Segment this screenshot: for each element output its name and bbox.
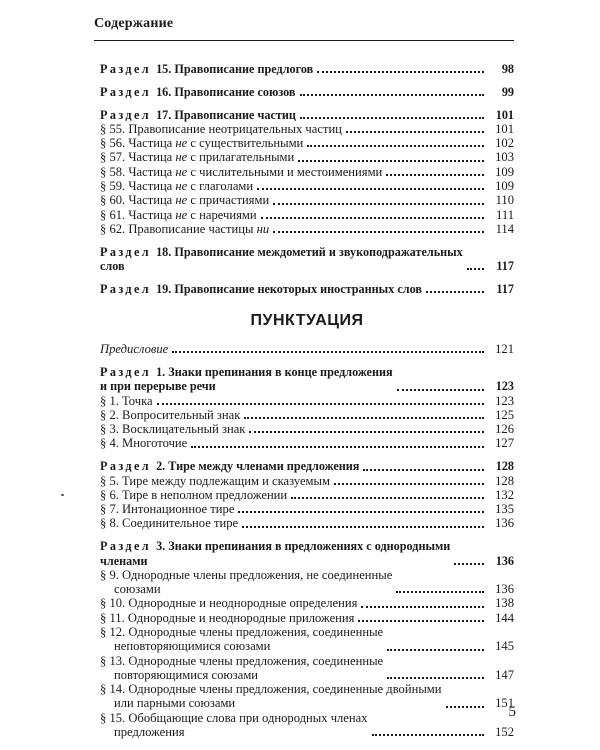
toc-section-entry [100,85,514,99]
entry-title [100,408,240,422]
entry-title [100,342,168,356]
entry-title-line: § 13. Однородные члены предложения, соединенные [100,653,384,668]
entry-title-line: 15. Правописание предлогов [156,62,314,76]
toc-subsection-entry [100,682,514,711]
entry-title-continuation: предложения [114,725,185,740]
section-label: Раздел [100,84,152,99]
entry-page-number: 151 [495,696,514,711]
entry-page-number: 117 [496,259,514,274]
toc-section-entry [100,539,514,568]
entry-page-number: 98 [501,62,514,76]
entry-page-number: 136 [495,582,514,597]
entry-title-line: § 14. Однородные члены предложения, соединенные двойными [100,682,442,697]
entry-page-number: 123 [495,393,514,408]
entry-title-continuation: членами [100,553,148,568]
entry-title [100,711,368,740]
toc-section-entry [100,245,514,274]
entry-page-number: 123 [495,379,514,394]
entry-title-text: § 60. Частица [100,193,176,208]
section-label: Раздел [100,244,152,259]
entry-title-line: 19. Правописание некоторых иностранных слов [156,281,422,296]
toc-section-entry [100,365,514,394]
entry-page-number: 110 [495,193,514,208]
toc-subsection-entry [100,179,514,193]
leader-dots [387,677,484,679]
toc-subsection-entry [100,193,514,207]
leader-dots [191,446,484,448]
entry-page-number: 152 [495,725,514,740]
toc-subsection-entry [100,165,514,179]
entry-page-number: 111 [496,207,514,222]
entry-title [100,179,253,193]
entry-title [100,568,392,597]
toc-spelling-section [100,62,514,296]
entry-title-text: с прилагательными [187,150,295,165]
toc-subsection-entry [100,122,514,136]
entry-title-text: § 58. Частица [100,164,176,179]
leader-dots [291,497,484,499]
toc-subsection-entry [100,625,514,654]
leader-dots [397,389,484,391]
entry-title-text: § 61. Частица [100,207,176,222]
toc-subsection-entry [100,516,514,530]
entry-title [100,193,269,207]
leader-dots [396,591,484,593]
leader-dots [386,174,484,176]
entry-title-line: § 15. Обобщающие слова при однородных членах [100,710,368,725]
entry-title [100,422,245,436]
entry-page-number: 125 [495,407,514,422]
entry-title-line: 1. Знаки препинания в конце предложения [156,364,393,379]
section-label: Раздел [100,364,152,379]
entry-title [100,539,450,568]
scan-speck [61,494,64,496]
entry-title-line: § 6. Тире в неполном предложении [100,487,288,502]
running-header: Содержание [94,16,174,31]
header-rule [94,40,514,41]
entry-title-line: § 4. Многоточие [100,436,188,451]
leader-dots [157,403,484,405]
entry-title-text: с глаголами [187,179,254,194]
entry-page-number: 138 [495,596,514,611]
leader-dots [467,268,484,270]
entry-title-emphasis: ни [256,221,270,236]
entry-title [100,654,383,683]
toc-preface-entry [100,342,514,356]
toc-section-entry [100,282,514,296]
leader-dots [426,291,484,293]
entry-title-continuation: повторяющимися союзами [114,667,259,682]
entry-title [100,136,303,150]
entry-title-continuation: слов [100,259,125,274]
entry-page-number: 103 [495,150,514,165]
toc-section-entry [100,62,514,76]
entry-title [100,474,330,488]
entry-title [100,502,234,516]
entry-title-line: § 3. Восклицательный знак [100,422,246,437]
entry-title-text: § 57. Частица [100,150,176,165]
entry-title-text: с существительными [187,136,304,151]
entry-page-number: 114 [495,221,514,236]
section-label: Раздел [100,107,152,122]
entry-page-number: 99 [501,84,514,99]
entry-title-emphasis: не [175,164,188,179]
section-label: Раздел [100,459,152,474]
entry-title [100,85,296,99]
entry-title-continuation: союзами [114,582,161,597]
entry-title-line: 17. Правописание частиц [156,107,296,122]
entry-title [100,150,294,164]
entry-title [100,365,393,394]
entry-title [100,516,238,530]
toc-subsection-entry [100,150,514,164]
leader-dots [238,511,484,513]
toc-subsection-entry [100,408,514,422]
entry-title [100,245,463,274]
entry-title-line: § 11. Однородные и неоднородные приложения [100,610,355,625]
toc-subsection-entry [100,136,514,150]
entry-title [100,222,269,236]
section-label: Раздел [100,539,152,554]
entry-title [100,682,442,711]
leader-dots [446,706,484,708]
toc-subsection-entry [100,208,514,222]
toc-subsection-entry [100,394,514,408]
entry-title-line: § 55. Правописание неотрицательных частиц [100,121,342,136]
section-heading-punctuation: ПУНКТУАЦИЯ [250,312,364,330]
entry-title-continuation: или парными союзами [114,696,236,711]
leader-dots [372,734,484,736]
entry-page-number: 117 [496,281,514,296]
toc-subsection-entry [100,568,514,597]
entry-title-emphasis: не [175,207,188,222]
entry-title-line: Предисловие [100,342,169,357]
entry-title-line: § 9. Однородные члены предложения, не соединенные [100,567,393,582]
toc-subsection-entry [100,222,514,236]
leader-dots [273,231,484,233]
toc-section-entry [100,108,514,122]
entry-title-emphasis: не [175,150,188,165]
entry-title-text: § 56. Частица [100,136,176,151]
entry-title [100,394,153,408]
entry-title-emphasis: не [175,179,188,194]
leader-dots [244,417,484,419]
toc-subsection-entry [100,488,514,502]
entry-title-text: с причастиями [187,193,270,208]
entry-title-line: 2. Тире между членами предложения [156,459,360,474]
entry-title [100,208,257,222]
table-of-contents [100,62,514,739]
toc-subsection-entry [100,422,514,436]
leader-dots [172,351,484,353]
leader-dots [346,131,484,133]
entry-page-number: 109 [495,179,514,194]
entry-title [100,282,422,296]
toc-subsection-entry [100,611,514,625]
entry-page-number: 135 [495,502,514,517]
toc-subsection-entry [100,436,514,450]
leader-dots [261,217,484,219]
entry-title [100,62,313,76]
entry-title-line: § 12. Однородные члены предложения, соединенные [100,625,384,639]
entry-page-number: 136 [495,553,514,568]
entry-title-line: § 2. Вопросительный знак [100,407,241,422]
leader-dots [387,649,484,651]
toc-subsection-entry [100,711,514,740]
entry-page-number: 121 [495,342,514,357]
entry-title-line: § 7. Интонационное тире [100,502,235,517]
entry-page-number: 127 [495,436,514,451]
entry-title-text: с числительными и местоимениями [187,164,383,179]
entry-title-line: 16. Правописание союзов [156,84,296,99]
entry-title-line: § 8. Соединительное тире [100,516,239,531]
entry-page-number: 109 [495,164,514,179]
toc-section-entry [100,459,514,473]
entry-title [100,165,382,179]
entry-page-number: 101 [495,121,514,136]
entry-page-number: 136 [495,516,514,531]
entry-page-number: 126 [495,422,514,437]
leader-dots [358,620,484,622]
leader-dots [300,94,484,96]
entry-title [100,108,296,122]
entry-page-number: 101 [495,107,514,122]
entry-title-continuation: неповторяющимися союзами [114,639,271,654]
entry-title-line: § 10. Однородные и неоднородные определения [100,596,358,611]
toc-punctuation-section [100,342,514,739]
leader-dots [298,160,484,162]
leader-dots [242,526,484,528]
entry-title [100,459,359,473]
entry-page-number: 144 [495,610,514,625]
entry-title-text: с наречиями [187,207,257,222]
entry-title-line: § 1. Точка [100,393,153,408]
entry-page-number: 147 [495,667,514,682]
section-label: Раздел [100,62,152,76]
entry-title-text: § 59. Частица [100,179,176,194]
leader-dots [361,606,484,608]
entry-title-line: § 5. Тире между подлежащим и сказуемым [100,473,330,488]
leader-dots [257,188,484,190]
entry-page-number: 128 [495,473,514,488]
entry-title-line: 18. Правописание междометий и звукоподражательных [156,244,463,259]
leader-dots [363,469,484,471]
entry-title-emphasis: не [175,136,188,151]
page-number: 5 [508,704,516,720]
leader-dots [273,203,484,205]
entry-title [100,488,287,502]
entry-page-number: 102 [495,136,514,151]
entry-title [100,625,383,654]
entry-title-emphasis: не [175,193,188,208]
toc-subsection-entry [100,654,514,683]
toc-subsection-entry [100,474,514,488]
toc-subsection-entry [100,596,514,610]
leader-dots [334,483,484,485]
entry-page-number: 145 [495,639,514,654]
leader-dots [307,145,484,147]
entry-title [100,611,354,625]
leader-dots [317,71,484,73]
leader-dots [454,563,484,565]
leader-dots [300,117,484,119]
entry-title [100,436,187,450]
leader-dots [249,431,484,433]
entry-page-number: 128 [495,459,514,474]
entry-title-text: § 62. Правописание частицы [100,221,257,236]
toc-subsection-entry [100,502,514,516]
entry-title-line: 3. Знаки препинания в предложениях с однородными [156,539,451,554]
entry-page-number: 132 [495,487,514,502]
entry-title [100,596,357,610]
entry-title-continuation: и при перерыве речи [100,379,216,394]
entry-title [100,122,342,136]
section-label: Раздел [100,281,152,296]
